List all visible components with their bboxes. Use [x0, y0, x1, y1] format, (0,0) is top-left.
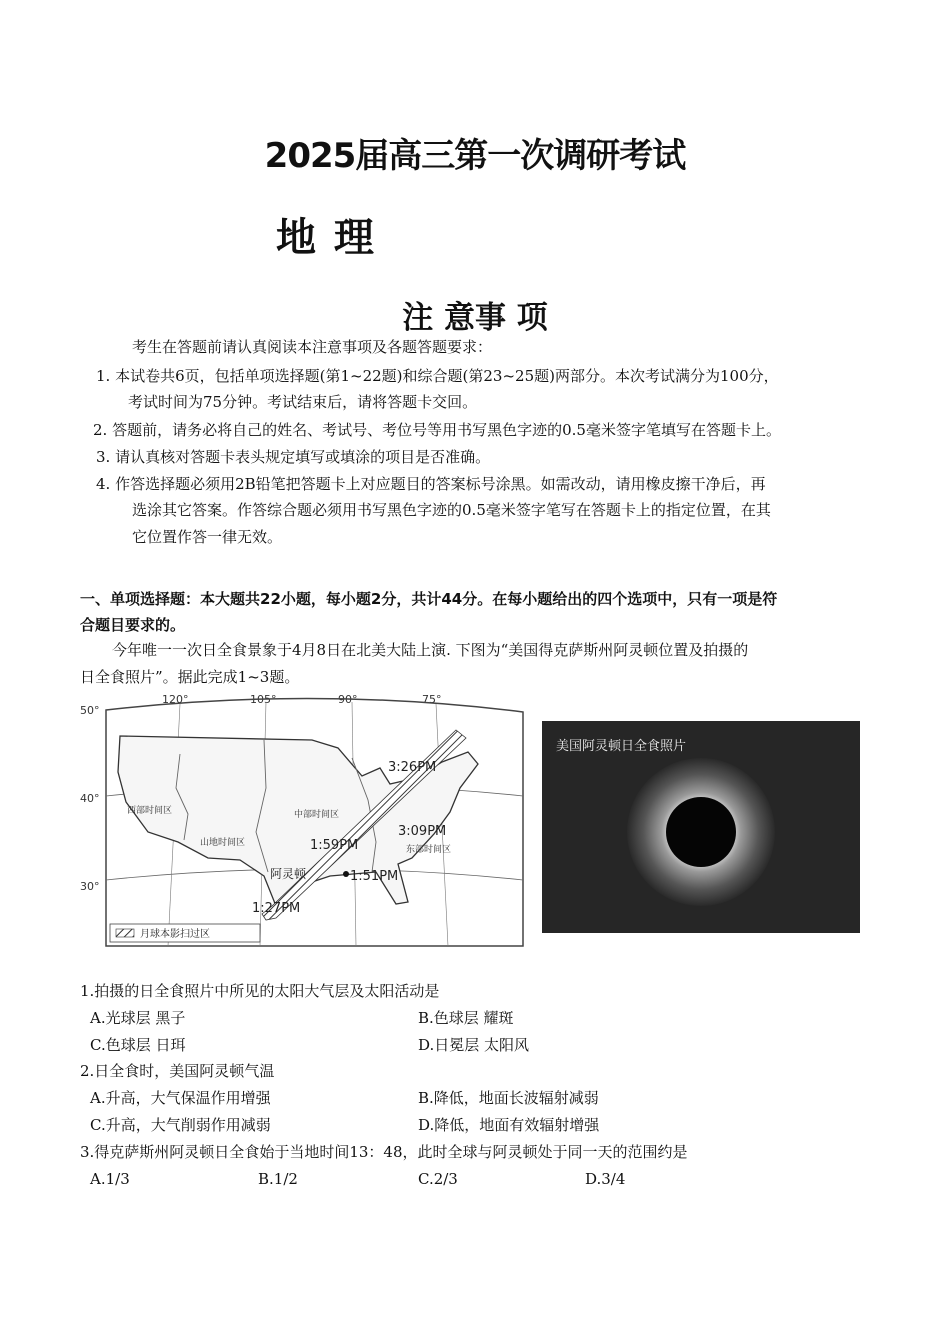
time-label-159pm: 1:59PM — [310, 838, 359, 853]
question-3-option-c: C.2/3 — [418, 1170, 458, 1188]
notice-intro: 考生在答题前请认真阅读本注意事项及各题答题要求： — [132, 338, 493, 356]
question-3-option-b: B.1/2 — [258, 1170, 298, 1188]
eclipse-photo — [542, 721, 860, 933]
question-3-stem: 3.得克萨斯州阿灵顿日全食始于当地时间13：48，此时全球与阿灵顿处于同一天的范围约是 — [80, 1143, 688, 1161]
notice-item-1-line-2: 考试时间为75分钟。考试结束后，请将答题卡交回。 — [128, 393, 478, 411]
notice-item-4-line-3: 它位置作答一律无效。 — [132, 528, 283, 546]
notice-item-4-line-1: 4. 作答选择题必须用2B铅笔把答题卡上对应题目的答案标号涂黑。如需改动，请用橡皮擦干净后，再 — [96, 475, 766, 493]
exam-title: 2025届高三第一次调研考试 — [264, 136, 686, 176]
notice-item-1-line-1: 1. 本试卷共6页，包括单项选择题(第1~22题)和综合题(第23~25题)两部分。本次考试满分为100分， — [96, 367, 779, 385]
photo-label: 美国阿灵顿日全食照片 — [556, 739, 687, 754]
question-1-option-a: A.光球层 黑子 — [90, 1009, 186, 1027]
zone-label-pacific: 西部时间区 — [127, 806, 173, 816]
notice-title: 注 意事 项 — [402, 300, 548, 336]
arlington-marker — [343, 871, 349, 877]
time-label-151pm: 1:51PM — [350, 869, 399, 884]
time-label-127pm: 1:27PM — [252, 901, 301, 916]
question-1-option-d: D.日冕层 太阳风 — [418, 1036, 530, 1054]
passage-line-2: 日全食照片”。据此完成1~3题。 — [80, 668, 300, 686]
question-1-stem: 1.拍摄的日全食照片中所见的太阳大气层及太阳活动是 — [80, 982, 440, 1000]
lat-label-50: 50° — [80, 704, 100, 717]
question-3-option-d: D.3/4 — [585, 1170, 626, 1188]
zone-label-mountain: 山地时间区 — [200, 838, 246, 848]
time-label-326pm: 3:26PM — [388, 760, 437, 775]
eclipse-path-map — [80, 692, 530, 950]
section-heading-line-2: 合题目要求的。 — [80, 616, 186, 634]
question-2-option-b: B.降低，地面长波辐射减弱 — [418, 1089, 599, 1107]
zone-label-eastern: 东部时间区 — [406, 845, 452, 855]
passage-line-1: 今年唯一一次日全食景象于4月8日在北美大陆上演. 下图为“美国得克萨斯州阿灵顿位置及拍摄的 — [112, 641, 749, 659]
question-1-option-c: C.色球层 日珥 — [90, 1036, 186, 1054]
notice-item-3: 3. 请认真核对答题卡表头规定填写或填涂的项目是否准确。 — [96, 448, 491, 466]
question-2-option-c: C.升高，大气削弱作用减弱 — [90, 1116, 271, 1134]
moon-disc — [666, 797, 736, 867]
lon-label-105: 105° — [250, 693, 277, 706]
lon-label-75: 75° — [422, 693, 442, 706]
question-1-option-b: B.色球层 耀斑 — [418, 1009, 514, 1027]
lon-label-90: 90° — [338, 693, 358, 706]
question-2-option-d: D.降低，地面有效辐射增强 — [418, 1116, 600, 1134]
question-3-option-a: A.1/3 — [90, 1170, 130, 1188]
lon-label-120: 120° — [162, 693, 189, 706]
notice-item-2: 2. 答题前，请务必将自己的姓名、考试号、考位号等用书写黑色字迹的0.5毫米签字笔填写在答题卡上。 — [93, 421, 781, 439]
lat-label-30: 30° — [80, 880, 100, 893]
question-2-stem: 2.日全食时，美国阿灵顿气温 — [80, 1062, 275, 1080]
time-label-309pm: 3:09PM — [398, 824, 447, 839]
section-heading-line-1: 一、单项选择题：本大题共22小题，每小题2分，共计44分。在每小题给出的四个选项中，只有一项是符 — [80, 590, 778, 608]
notice-item-4-line-2: 选涂其它答案。作答综合题必须用书写黑色字迹的0.5毫米签字笔写在答题卡上的指定位置，在其 — [132, 501, 771, 519]
question-2-option-a: A.升高，大气保温作用增强 — [90, 1089, 271, 1107]
zone-label-central: 中部时间区 — [294, 810, 340, 820]
subject-title: 地 理 — [276, 215, 376, 261]
legend-label: 月球本影扫过区 — [140, 929, 210, 940]
city-label: 阿灵顿 — [270, 867, 307, 881]
lat-label-40: 40° — [80, 792, 100, 805]
legend-swatch — [116, 929, 134, 937]
